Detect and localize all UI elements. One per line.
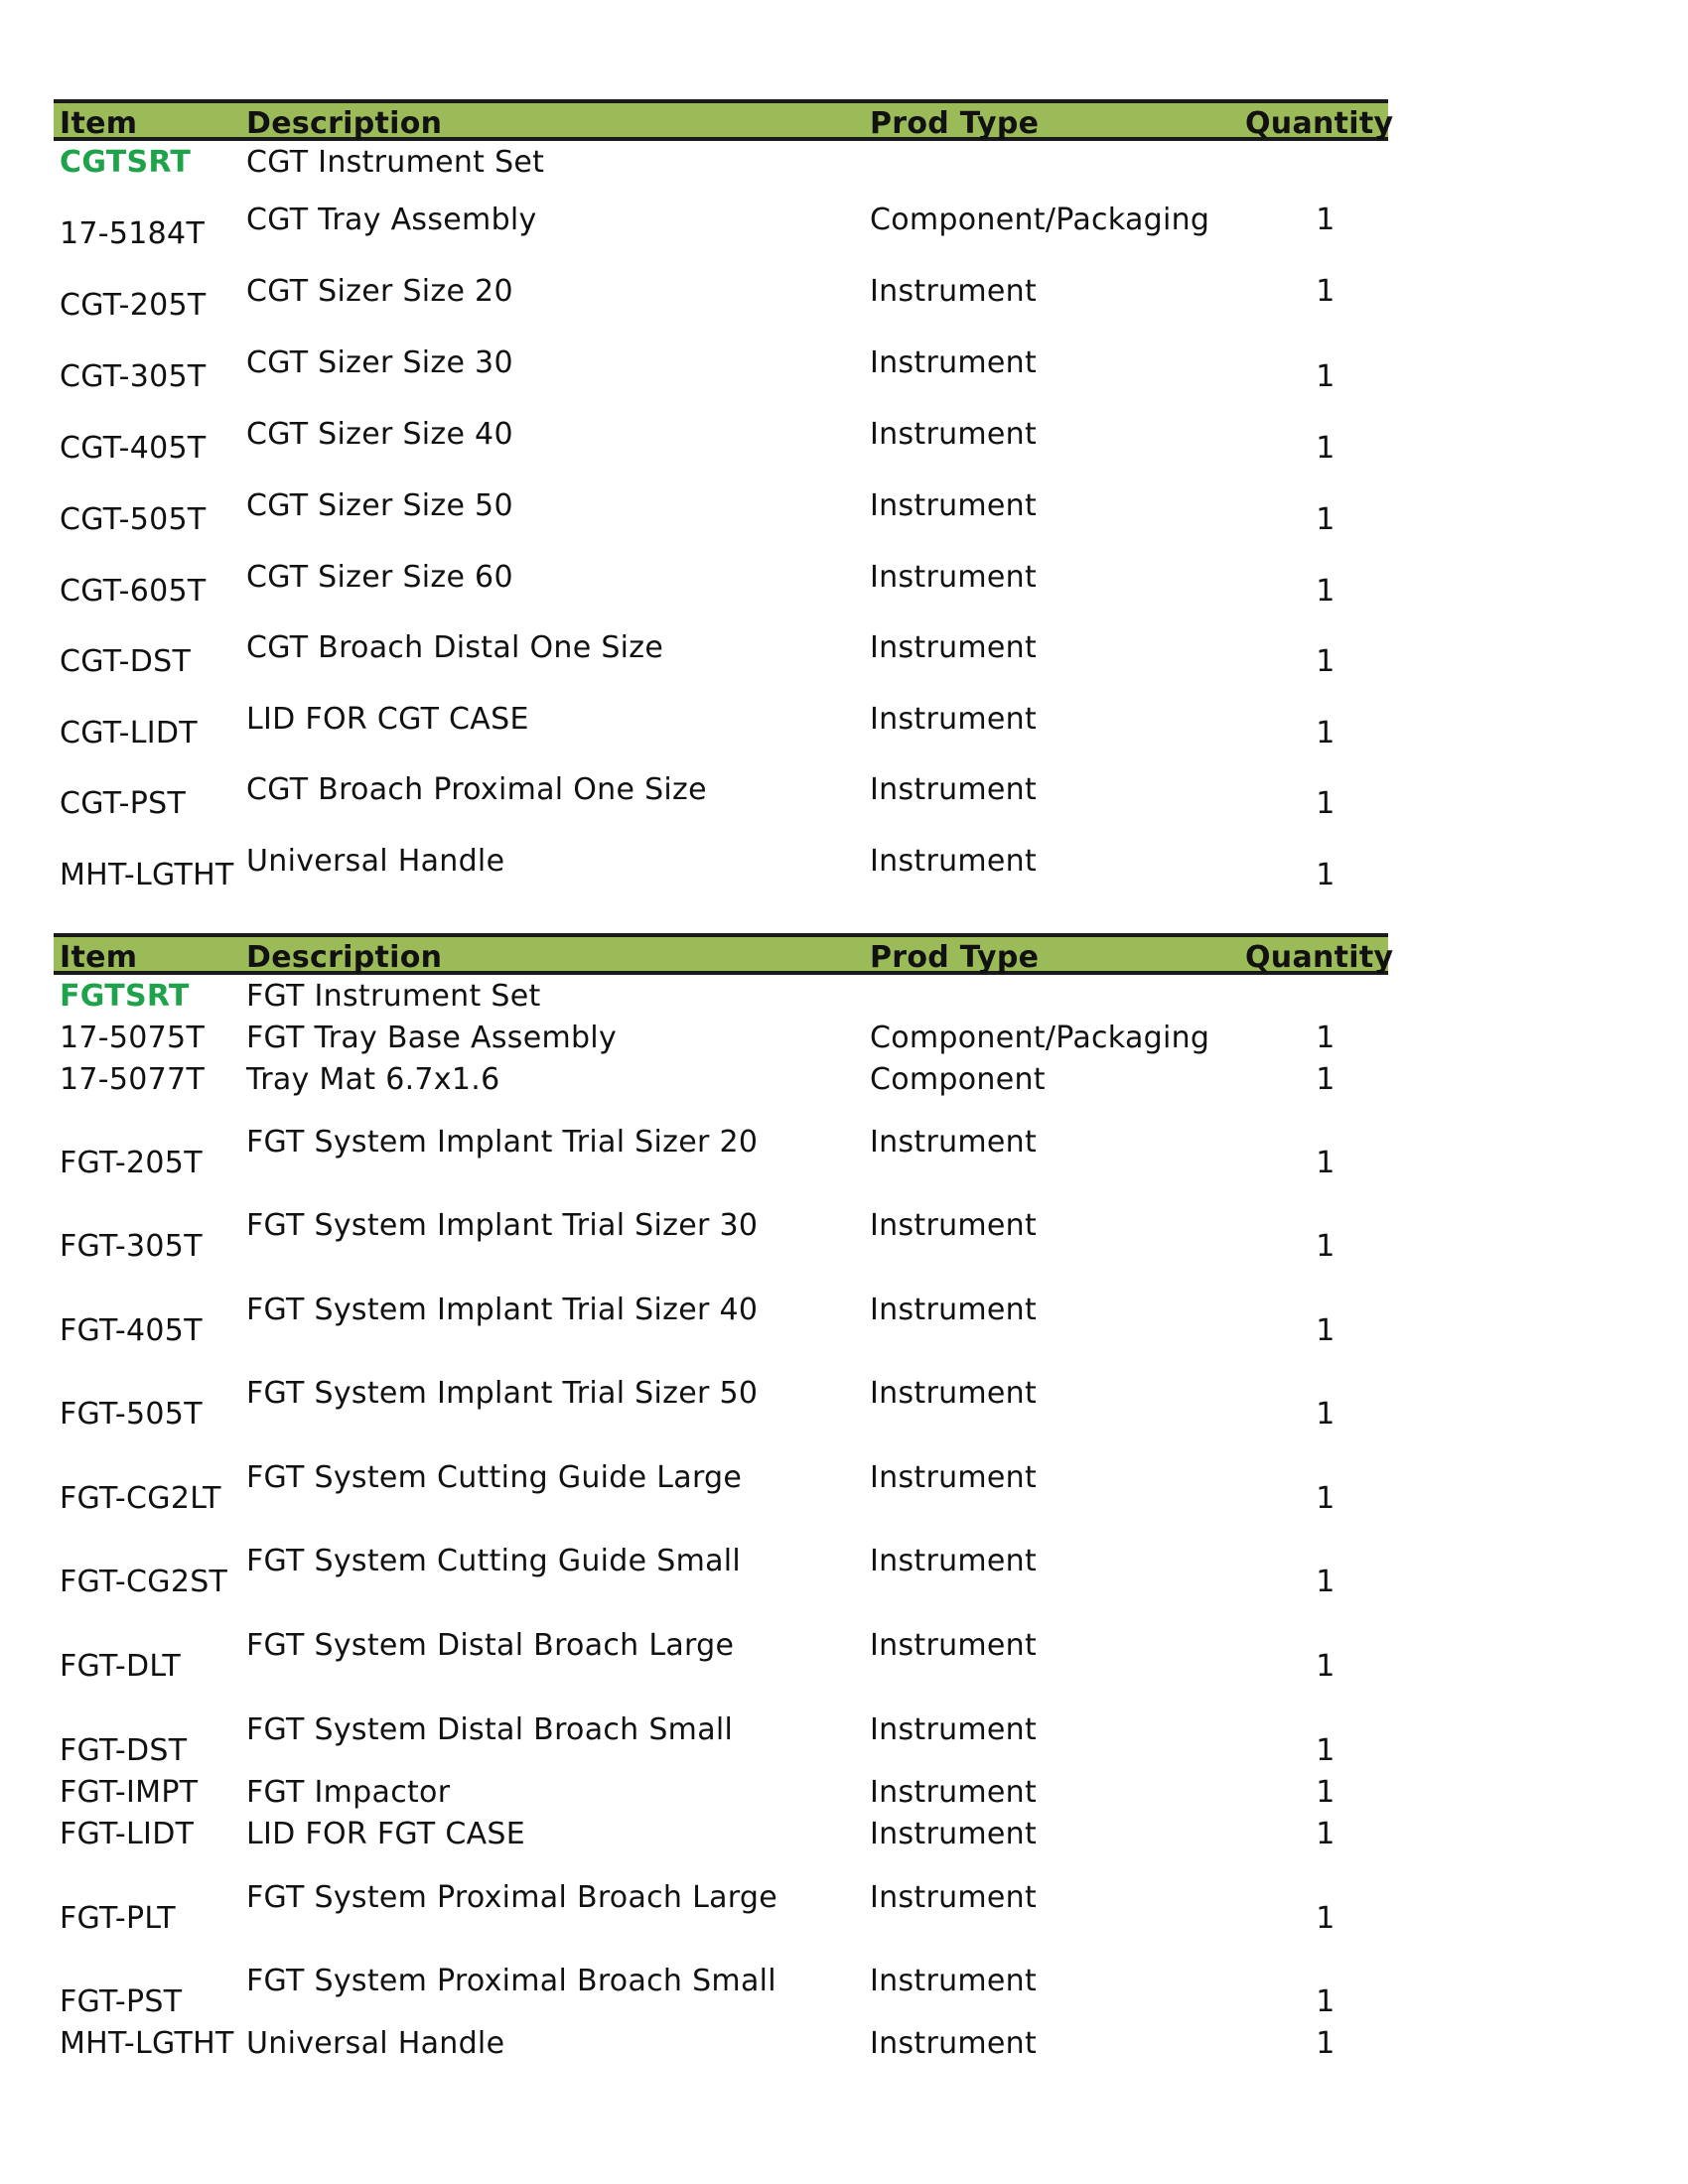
row-prod-type: Instrument <box>870 630 1038 665</box>
row-description: FGT Impactor <box>246 1775 451 1810</box>
row-item: FGT-CG2LT <box>60 1481 221 1516</box>
row-description: CGT Tray Assembly <box>246 203 537 237</box>
header-item: Item <box>60 106 138 141</box>
row-quantity: 1 <box>1316 1817 1336 1851</box>
header-quantity: Quantity <box>1245 106 1394 141</box>
row-prod-type: Instrument <box>870 1460 1038 1495</box>
row-prod-type: Instrument <box>870 1628 1038 1663</box>
row-item: CGT-PST <box>60 786 187 821</box>
row-description: CGT Sizer Size 40 <box>246 417 513 452</box>
row-description: FGT System Implant Trial Sizer 20 <box>246 1125 759 1160</box>
row-description: FGT System Cutting Guide Small <box>246 1544 742 1578</box>
row-description: FGT System Implant Trial Sizer 50 <box>246 1376 759 1411</box>
row-item: 17-5184T <box>60 216 206 251</box>
header-item: Item <box>60 940 138 975</box>
row-item: FGT-305T <box>60 1229 203 1264</box>
row-item: FGT-DST <box>60 1733 188 1768</box>
row-description: CGT Broach Proximal One Size <box>246 772 707 807</box>
row-quantity: 1 <box>1316 1021 1336 1055</box>
row-prod-type: Instrument <box>870 1880 1038 1915</box>
row-item: CGT-205T <box>60 288 207 323</box>
header-prod-type: Prod Type <box>870 106 1040 141</box>
row-item: FGT-505T <box>60 1397 203 1432</box>
row-description: CGT Broach Distal One Size <box>246 630 664 665</box>
row-prod-type: Instrument <box>870 1817 1038 1851</box>
row-description: FGT System Implant Trial Sizer 40 <box>246 1293 759 1327</box>
row-item: FGT-PST <box>60 1984 183 2019</box>
table-header <box>54 99 1394 141</box>
row-item: CGT-605T <box>60 574 207 609</box>
table-header <box>54 933 1394 975</box>
header-description: Description <box>246 940 443 975</box>
row-prod-type: Component <box>870 1062 1046 1097</box>
row-item: FGT-IMPT <box>60 1775 199 1810</box>
row-description: FGT System Proximal Broach Small <box>246 1964 776 1998</box>
row-description: FGT System Distal Broach Small <box>246 1712 734 1747</box>
row-prod-type: Instrument <box>870 1964 1038 1998</box>
row-description: Tray Mat 6.7x1.6 <box>246 1062 500 1097</box>
row-description: FGT System Proximal Broach Large <box>246 1880 777 1915</box>
row-prod-type: Instrument <box>870 1376 1038 1411</box>
row-item: FGT-405T <box>60 1313 203 1348</box>
row-quantity: 1 <box>1316 574 1336 609</box>
row-item: CGT-LIDT <box>60 716 198 751</box>
row-item: FGT-205T <box>60 1146 203 1180</box>
row-item: CGT-DST <box>60 644 192 679</box>
row-item: 17-5077T <box>60 1062 206 1097</box>
row-quantity: 1 <box>1316 1984 1336 2019</box>
row-item: FGT-DLT <box>60 1649 181 1684</box>
row-quantity: 1 <box>1316 1901 1336 1936</box>
row-prod-type: Instrument <box>870 772 1038 807</box>
row-item: FGT-CG2ST <box>60 1565 228 1599</box>
row-prod-type: Instrument <box>870 417 1038 452</box>
row-quantity: 1 <box>1316 1229 1336 1264</box>
row-prod-type: Instrument <box>870 488 1038 523</box>
row-quantity: 1 <box>1316 1397 1336 1432</box>
row-quantity: 1 <box>1316 644 1336 679</box>
set-description: FGT Instrument Set <box>246 979 541 1014</box>
row-quantity: 1 <box>1316 431 1336 466</box>
row-description: FGT Tray Base Assembly <box>246 1021 618 1055</box>
row-description: Universal Handle <box>246 2026 505 2061</box>
row-prod-type: Instrument <box>870 1293 1038 1327</box>
row-item: FGT-PLT <box>60 1901 176 1936</box>
row-quantity: 1 <box>1316 858 1336 892</box>
row-quantity: 1 <box>1316 786 1336 821</box>
row-description: FGT System Cutting Guide Large <box>246 1460 743 1495</box>
row-item: MHT-LGTHT <box>60 2026 234 2061</box>
row-description: FGT System Implant Trial Sizer 30 <box>246 1208 759 1243</box>
row-prod-type: Instrument <box>870 1712 1038 1747</box>
row-prod-type: Component/Packaging <box>870 203 1210 237</box>
row-prod-type: Instrument <box>870 560 1038 595</box>
set-item-code: CGTSRT <box>60 145 192 180</box>
row-quantity: 1 <box>1316 1481 1336 1516</box>
row-description: CGT Sizer Size 50 <box>246 488 513 523</box>
row-quantity: 1 <box>1316 1062 1336 1097</box>
row-prod-type: Instrument <box>870 2026 1038 2061</box>
header-quantity: Quantity <box>1245 940 1394 975</box>
row-item: CGT-405T <box>60 431 207 466</box>
row-quantity: 1 <box>1316 2026 1336 2061</box>
row-prod-type: Instrument <box>870 1544 1038 1578</box>
row-quantity: 1 <box>1316 1775 1336 1810</box>
header-description: Description <box>246 106 443 141</box>
row-prod-type: Instrument <box>870 1775 1038 1810</box>
row-description: Universal Handle <box>246 844 505 879</box>
row-description: CGT Sizer Size 20 <box>246 274 513 309</box>
row-item: MHT-LGTHT <box>60 858 234 892</box>
row-quantity: 1 <box>1316 1313 1336 1348</box>
row-prod-type: Instrument <box>870 844 1038 879</box>
row-item: CGT-305T <box>60 359 207 394</box>
row-description: CGT Sizer Size 30 <box>246 345 513 380</box>
row-prod-type: Instrument <box>870 274 1038 309</box>
row-quantity: 1 <box>1316 1565 1336 1599</box>
row-quantity: 1 <box>1316 716 1336 751</box>
row-quantity: 1 <box>1316 203 1336 237</box>
row-quantity: 1 <box>1316 1649 1336 1684</box>
header-prod-type: Prod Type <box>870 940 1040 975</box>
row-quantity: 1 <box>1316 502 1336 537</box>
row-description: LID FOR CGT CASE <box>246 702 529 737</box>
row-description: FGT System Distal Broach Large <box>246 1628 735 1663</box>
row-quantity: 1 <box>1316 1146 1336 1180</box>
row-quantity: 1 <box>1316 1733 1336 1768</box>
row-item: CGT-505T <box>60 502 207 537</box>
row-quantity: 1 <box>1316 359 1336 394</box>
set-description: CGT Instrument Set <box>246 145 545 180</box>
row-prod-type: Instrument <box>870 1125 1038 1160</box>
row-prod-type: Instrument <box>870 702 1038 737</box>
row-description: LID FOR FGT CASE <box>246 1817 526 1851</box>
row-prod-type: Component/Packaging <box>870 1021 1210 1055</box>
row-item: FGT-LIDT <box>60 1817 195 1851</box>
row-description: CGT Sizer Size 60 <box>246 560 513 595</box>
row-item: 17-5075T <box>60 1021 206 1055</box>
row-prod-type: Instrument <box>870 1208 1038 1243</box>
set-item-code: FGTSRT <box>60 979 190 1014</box>
row-quantity: 1 <box>1316 274 1336 309</box>
row-prod-type: Instrument <box>870 345 1038 380</box>
